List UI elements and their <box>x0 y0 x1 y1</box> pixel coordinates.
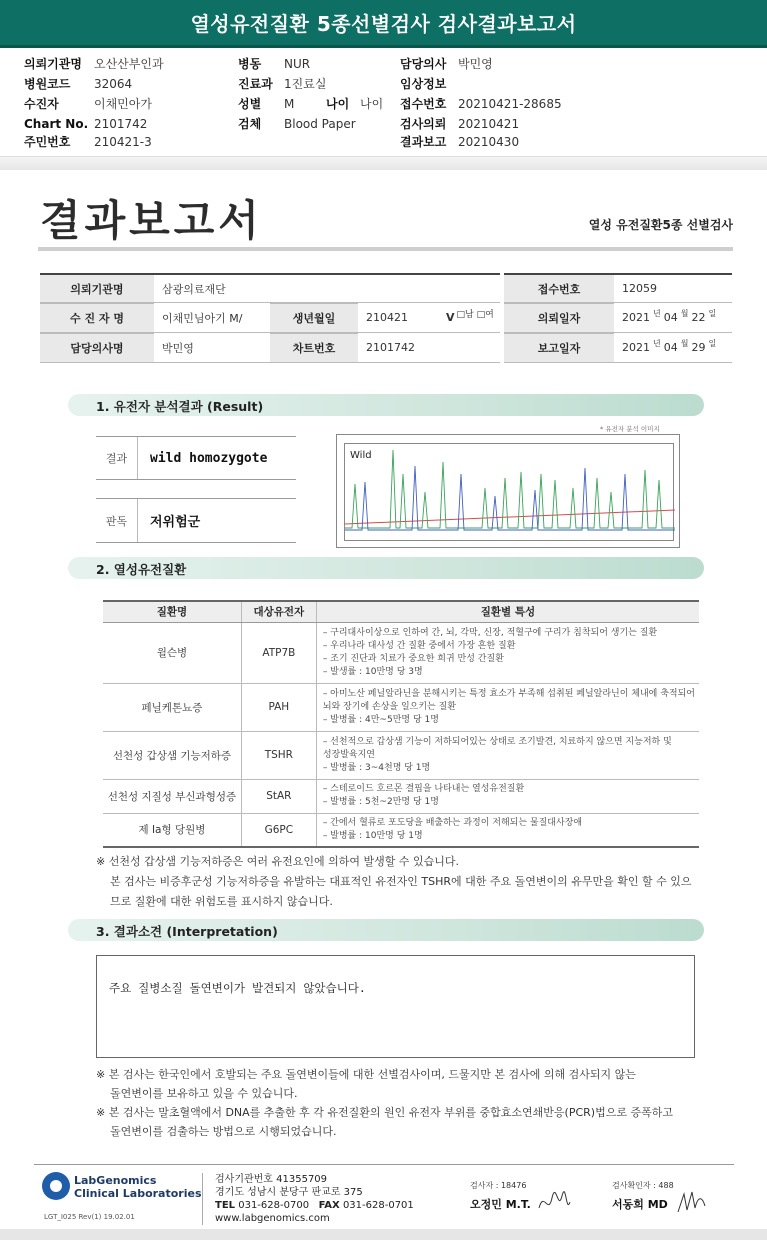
header-institution: 의뢰기관명 오산산부인과 <box>24 57 164 71</box>
header-resident-no: 주민번호 210421-3 <box>24 135 152 149</box>
gene-col-header: 대상유전자 <box>241 601 316 622</box>
header-specimen: 검체 Blood Paper <box>238 117 356 131</box>
disease-note-1: ※ 선천성 갑상샘 기능저하증은 여러 유전요인에 의하여 발생할 수 있습니다. <box>96 855 459 868</box>
lab-address: 검사기관번호 41355709 경기도 성남시 분당구 판교로 375 TEL 031-628-0700 FAX 031-628-0701 www.labgenomics.com <box>202 1173 422 1225</box>
info-doctor-value: 박민영 <box>154 333 270 363</box>
chart-wild-label: Wild <box>350 450 372 461</box>
info-chart-label: 차트번호 <box>270 333 358 363</box>
info-institution-label: 의뢰기관명 <box>40 273 154 303</box>
document-code: LGT_I025 Rev(1) 19.02.01 <box>44 1213 135 1221</box>
header-hospital-code: 병원코드 32064 <box>24 77 133 91</box>
info-patient-value: 이채민님아기 M/ <box>154 303 270 333</box>
feature-col-header: 질환별 특성 <box>316 601 699 622</box>
labgenomics-logo-text: LabGenomics Clinical Laboratories <box>74 1174 202 1200</box>
electropherogram-frame <box>344 443 674 541</box>
gene-name: PAH <box>241 683 316 731</box>
tester-block <box>470 1180 531 1212</box>
info-report-date: 2021 년 04 월 29 일 <box>614 333 732 363</box>
disease-features: – 스테로이드 호르몬 결핍을 나타내는 열성유전질환 – 발병률 : 5천~2만명 당 1명 <box>316 779 699 813</box>
judgement-value: 저위험군 <box>150 515 201 530</box>
section-result-title: 1. 유전자 분석결과 (Result) <box>96 399 264 414</box>
disease-name: 선천성 갑상샘 기능저하증 <box>103 731 241 779</box>
info-receipt-label: 접수번호 <box>504 273 614 303</box>
header-report-date: 결과보고 20210430 <box>400 135 520 149</box>
page-separator <box>0 156 767 170</box>
header-clinical-info: 임상정보 <box>400 77 447 91</box>
info-request-date: 2021 년 04 월 22 일 <box>614 303 732 333</box>
info-birth-cell <box>358 303 500 333</box>
table-row <box>103 731 699 779</box>
judgement-label: 판독 <box>96 499 138 542</box>
info-request-label: 의뢰일자 <box>504 303 614 333</box>
report-header-title: 열성유전질환 5종선별검사 검사결과보고서 <box>190 12 577 36</box>
info-birth-value: 210421 <box>366 311 408 324</box>
chart-caption: * 유전자 분석 이미지 <box>600 425 660 433</box>
tester-label: 검사자 : 18476 <box>470 1181 527 1190</box>
sex-check-mark: V <box>446 311 455 324</box>
info-patient-label: 수 진 자 명 <box>40 303 154 333</box>
interpretation-note-1: ※ 본 검사는 한국인에서 호발되는 주요 돌연변이들에 대한 선별검사이며, 드물지만 본 검사에 의해 검사되지 않는 <box>96 1068 636 1081</box>
result-row <box>96 436 296 480</box>
confirmer-block <box>612 1180 674 1212</box>
confirmer-label: 검사확인자 : 488 <box>612 1181 674 1190</box>
header-age: 나이 나이 <box>326 97 384 111</box>
title-underline <box>38 247 733 251</box>
electropherogram-trace <box>345 444 675 542</box>
report-subtitle: 열성 유전질환5종 선별검사 <box>588 218 733 232</box>
footer-divider <box>34 1164 734 1165</box>
disease-features: – 간에서 혈류로 포도당을 배출하는 과정이 저해되는 물질대사장애 – 발병률 : 10만명 당 1명 <box>316 813 699 847</box>
header-patient: 수진자 이채민아가 <box>24 97 152 111</box>
table-row <box>103 813 699 847</box>
info-chart-value: 2101742 <box>358 333 500 363</box>
footer-bottom-band <box>0 1229 767 1240</box>
confirmer-name: 서동희 MD <box>612 1198 668 1211</box>
table-row <box>103 779 699 813</box>
result-label: 결과 <box>96 437 138 479</box>
info-birth-label: 생년월일 <box>270 303 358 333</box>
disease-features: – 아미노산 페닐알라닌을 분해시키는 특정 효소가 부족해 섭취된 페닐알라닌이 체내에 축적되어 뇌와 장기에 손상을 일으키는 질환 – 발병률 : 4만~5만명 당 1명 <box>316 683 699 731</box>
gene-name: G6PC <box>241 813 316 847</box>
disease-table <box>103 600 699 848</box>
result-value: wild homozygote <box>150 450 268 466</box>
table-row <box>103 622 699 683</box>
header-department: 진료과 1진료실 <box>238 77 327 91</box>
report-title: 결과보고서 <box>40 196 263 245</box>
table-row <box>103 683 699 731</box>
disease-features: – 선천적으로 갑상샘 기능이 저하되어있는 상태로 조기발견, 치료하지 않으면 지능저하 및 성장발육지연 – 발병률 : 3~4천명 당 1명 <box>316 731 699 779</box>
header-doctor: 담당의사 박민영 <box>400 57 493 71</box>
header-request-date: 검사의뢰 20210421 <box>400 117 520 131</box>
info-report-label: 보고일자 <box>504 333 614 363</box>
section-disease-bar <box>68 557 704 579</box>
disease-note-3: 므로 질환에 대한 위험도를 표시하지 않습니다. <box>110 895 333 908</box>
gene-name: TSHR <box>241 731 316 779</box>
disease-features: – 구리대사이상으로 인하여 간, 뇌, 각막, 신장, 적혈구에 구리가 침착되어 생기는 질환 – 우리나라 대사성 간 질환 중에서 가장 흔한 질환 – 조기 진단과 치료가 중요한 희귀 만성 간질환 – 발생률 : 10만명 당 3명 <box>316 622 699 683</box>
header-receipt-no: 접수번호 20210421-28685 <box>400 97 562 111</box>
tester-signature <box>536 1186 572 1220</box>
header-sex: 성별 M <box>238 97 295 111</box>
section-result-bar <box>68 394 704 416</box>
interpretation-note-2: 돌연변이를 보유하고 있을 수 있습니다. <box>110 1087 298 1100</box>
sex-checkboxes: □남 □여 <box>456 310 494 320</box>
interpretation-note-3: ※ 본 검사는 말초혈액에서 DNA를 추출한 후 각 유전질환의 원인 유전자 부위를 중합효소연쇄반응(PCR)법으로 증폭하고 <box>96 1106 673 1119</box>
disease-name: 제 Ia형 당원병 <box>103 813 241 847</box>
interpretation-text: 주요 질병소질 돌연변이가 발견되지 않았습니다. <box>109 981 366 995</box>
gene-name: StAR <box>241 779 316 813</box>
section-interpretation-bar <box>68 919 704 941</box>
disease-name: 윌슨병 <box>103 622 241 683</box>
info-doctor-label: 담당의사명 <box>40 333 154 363</box>
disease-name: 선천성 지질성 부신과형성증 <box>103 779 241 813</box>
gene-analysis-image <box>336 434 680 548</box>
section-interpretation-title: 3. 결과소견 (Interpretation) <box>96 924 278 939</box>
interpretation-box <box>96 955 695 1058</box>
section-disease-title: 2. 열성유전질환 <box>96 562 187 577</box>
info-receipt-value: 12059 <box>614 273 732 303</box>
gene-name: ATP7B <box>241 622 316 683</box>
header-chart-no: Chart No. 2101742 <box>24 117 148 131</box>
tester-name: 오정민 M.T. <box>470 1198 531 1211</box>
info-institution-value: 삼광의료재단 <box>154 273 500 303</box>
disease-note-2: 본 검사는 비증후군성 기능저하증을 유발하는 대표적인 유전자인 TSHR에 대한 주요 돌연변이의 유무만을 확인 할 수 있으 <box>110 875 692 888</box>
labgenomics-logo-icon <box>42 1172 70 1200</box>
report-header-bar <box>0 0 767 48</box>
judgement-row <box>96 498 296 543</box>
interpretation-note-4: 돌연변이를 검출하는 방법으로 시행되었습니다. <box>110 1125 337 1138</box>
header-ward: 병동 NUR <box>238 57 311 71</box>
disease-name: 페닐케톤뇨증 <box>103 683 241 731</box>
disease-col-header: 질환명 <box>103 601 241 622</box>
confirmer-signature <box>676 1188 708 1218</box>
